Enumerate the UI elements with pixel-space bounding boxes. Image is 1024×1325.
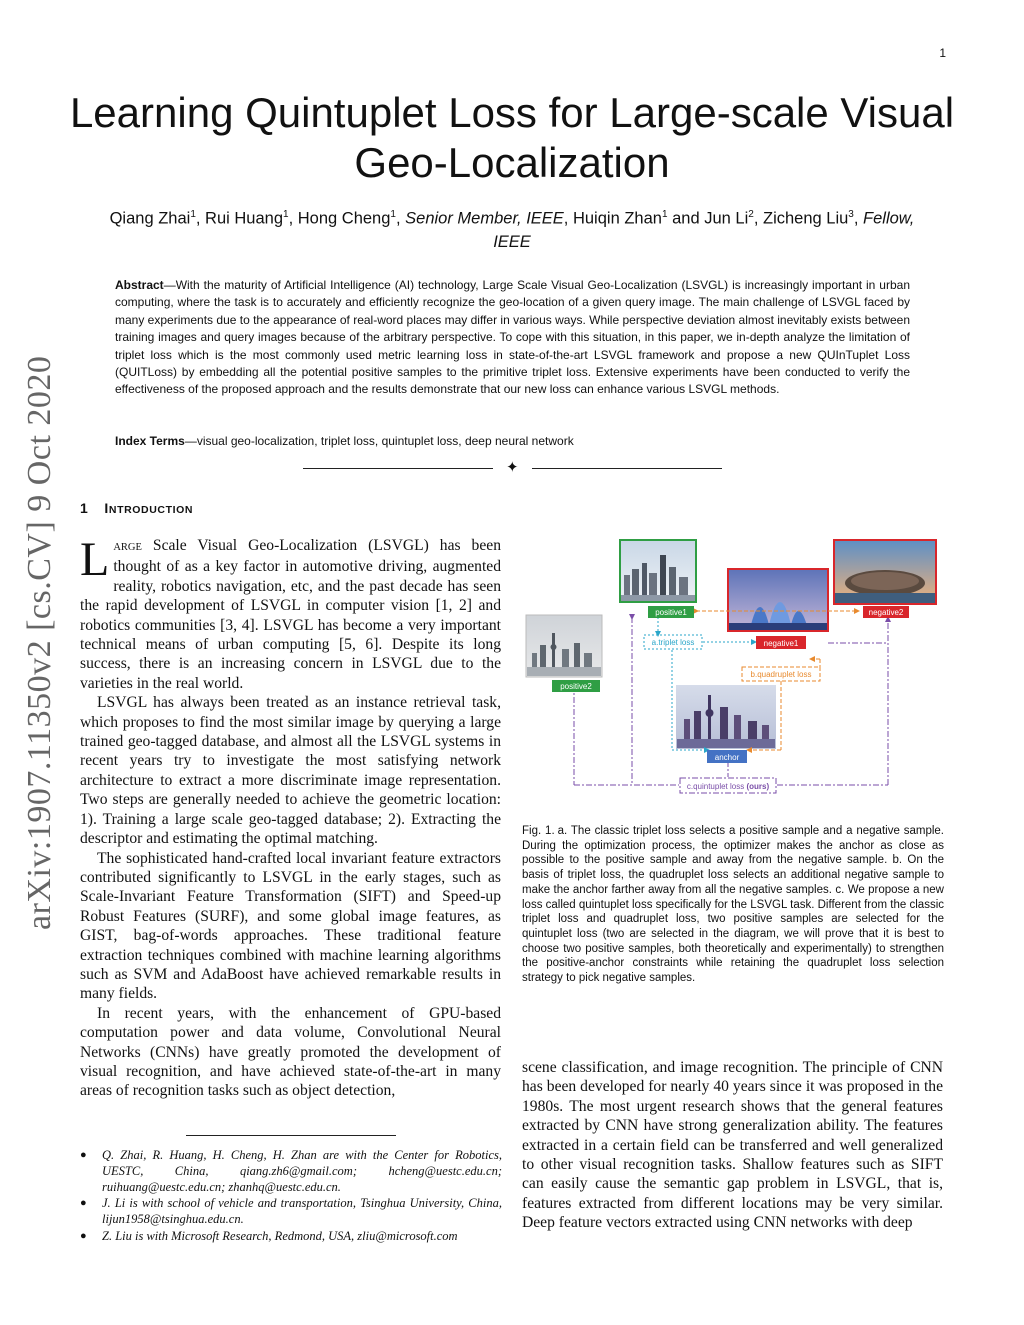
badge-negative1 <box>756 636 806 649</box>
index-terms-text: visual geo-localization, triplet loss, quintuplet loss, deep neural network <box>196 434 574 448</box>
footnotes <box>80 1148 502 1246</box>
author-name: Hong Cheng <box>297 209 391 228</box>
author-affiliation-number: 2 <box>748 209 754 220</box>
quadruplet-loss-label: b.quadruplet loss <box>750 670 812 679</box>
footnote-text: Q. Zhai, R. Huang, H. Cheng, H. Zhan are with the Center for Robotics, UESTC, China, qiang.zh6@gmail.com; hcheng@uestc.edu.cn; ruihuang@uestc.edu.cn; zhanhq@uestc.edu.cn. <box>102 1148 502 1194</box>
index-terms-label: Index Terms <box>115 434 185 448</box>
badge-positive2-label: positive2 <box>560 682 592 691</box>
author-affiliation-number: 1 <box>190 209 196 220</box>
image-negative1 <box>728 569 828 631</box>
image-negative2 <box>834 540 936 604</box>
index-terms: Index Terms—visual geo-localization, triplet loss, quintuplet loss, deep neural network <box>115 434 574 448</box>
footnote-text: Z. Liu is with Microsoft Research, Redmond, USA, zliu@microsoft.com <box>102 1228 458 1243</box>
diamond-icon: ✦ <box>506 460 519 476</box>
figure-label: Fig. 1. <box>522 825 555 837</box>
author-name: Zicheng Liu <box>762 209 849 228</box>
image-positive2 <box>526 615 602 677</box>
image-positive1 <box>620 540 696 602</box>
bullet-icon: ● <box>80 1229 87 1242</box>
figure-1-diagram <box>522 535 944 795</box>
badge-positive2 <box>552 680 600 692</box>
abstract-label: Abstract <box>115 278 164 292</box>
figure-caption-text: a. The classic triplet loss selects a positive sample and a negative sample. During the optimization process, the optimizer makes the anchor as close as possible to the positive sample and away from the negative sample. b. On the basis of triplet loss, the quadruplet loss selects an additional negative sample to make the anchor farther away from all the negative samples. c. We propose a new loss called quintuplet loss specifically for the LSVGL task. Different from the classic triplet loss and quadruplet loss, two positive samples are selected for the quintuplet loss (two are selected in the diagram, we will prove that it is best to choose two positive samples, both theoretically and experimentally) to strengthen the positive-anchor constraints while retaining the quadruplet loss selection strategy to pick negative samples. <box>522 825 944 985</box>
image-anchor <box>676 685 776 749</box>
author-affiliation-number: 3 <box>848 209 854 220</box>
author-membership: Fellow, IEEE <box>493 209 915 251</box>
footnote <box>80 1148 502 1195</box>
section-heading <box>80 500 193 516</box>
author-name: Jun Li <box>704 209 749 228</box>
badge-positive1-label: positive1 <box>655 608 687 617</box>
footnote <box>80 1229 502 1245</box>
divider-line-right <box>532 468 722 469</box>
paragraph-3: The sophisticated hand-crafted local invariant feature extractors contributed significantly to LSVGL in the early stages, such as Scale-Invariant Feature Transformation (SIFT) and Speed-up Robust Features (SURF), and some global image features, as GIST, bag-of-words approaches. These traditional feature extraction techniques combined with machine learning algorithms such as SVM and AdaBoost have achieved remarkable results in many fields. <box>80 849 501 1003</box>
paragraph-1-text: Scale Visual Geo-Localization (LSVGL) has been thought of as a key factor in automotive driving, augmented reality, robotics navigation, etc, and the past decade has seen the rapid development of LSVGL in computer vision [1, 2] and robotics communities [3, 4]. LSVGL has become a very important technical means of urban computing [5, 6]. Despite its long success, there is an increasing concern in LSVGL due to the varieties in the real world. <box>80 537 501 692</box>
badge-anchor-label: anchor <box>714 753 740 762</box>
badge-positive1 <box>648 606 694 618</box>
right-column <box>522 1058 943 1233</box>
badge-negative2 <box>863 606 909 618</box>
author-list: Qiang Zhai$^1$, Rui Huang$^1$, Hong Cheng$^1$, Senior Member, IEEE, Huiqin Zhan$^1$ and Jun Li$^2$, Zicheng Liu$^3$, Fellow, IEEE <box>109 209 915 251</box>
author-affiliation-number: 1 <box>661 209 668 220</box>
badge-anchor <box>707 750 747 763</box>
quintuplet-loss-label <box>687 782 770 791</box>
small-caps-word: ARGE <box>113 542 142 553</box>
drop-cap: L <box>80 533 110 586</box>
section-title-rest: NTRODUCTION <box>108 504 194 516</box>
left-column <box>80 533 501 1101</box>
abstract-text: With the maturity of Artificial Intelligence (AI) technology, Large Scale Visual Geo-Localization (LSVGL) is increasingly important in urban computing, where the task is to accurately and efficiently recognize the geo-location of a given query image. The main challenge of LSVGL faced by many experiments due to the appearance of real-word places may differ in various ways. While perspective deviation almost inevitably exists between training images and query images because of the arbitrary perspective. To cope with this situation, in this paper, we in-depth analyze the limitation of triplet loss which is the most commonly used metric learning loss in state-of-the-art LSVGL framework and propose a new QUInTuplet Loss (QUITLoss) by embedding all the potential positive samples to the primitive triplet loss. Extensive experiments have been conducted to verify the effectiveness of the proposed approach and the results demonstrate that our new loss can enhance various LSVGL methods. <box>115 278 910 397</box>
triplet-loss-label: a.triplet loss <box>651 638 695 647</box>
page-number: 1 <box>939 46 946 60</box>
quintuplet-loss-ours: (ours) <box>746 782 770 791</box>
author-name: Qiang Zhai <box>109 209 191 228</box>
author-affiliation-number: 1 <box>283 209 289 220</box>
footnote-text: J. Li is with school of vehicle and transportation, Tsinghua University, China, lijun1958@tsinghua.edu.cn. <box>102 1196 502 1227</box>
bullet-icon: ● <box>80 1149 87 1161</box>
paper-title: Learning Quintuplet Loss for Large-scale Visual Geo-Localization <box>69 89 955 186</box>
author-membership: Senior Member, IEEE <box>405 209 564 228</box>
divider-line-left <box>303 468 493 469</box>
author-name: Huiqin Zhan <box>572 209 662 228</box>
footnote-rule <box>186 1135 396 1136</box>
badge-negative1-label: negative1 <box>763 639 799 648</box>
paragraph-4: In recent years, with the enhancement of GPU-based computation power and data volume, Convolutional Neural Networks (CNNs) have greatly promoted the development of visual recognition, and have achieved state-of-the-art in many areas of recognition tasks such as object detection, <box>80 1004 501 1100</box>
badge-negative2-label: negative2 <box>868 608 904 617</box>
figure-caption <box>522 824 944 986</box>
abstract: Abstract—With the maturity of Artificial Intelligence (AI) technology, Large Scale Visual Geo-Localization (LSVGL) is increasingly important in urban computing, where the task is to accurately and efficiently recognize the geo-location of a given query image. The main challenge of LSVGL faced by many experiments due to the appearance of real-word places may differ in various ways. While perspective deviation almost inevitably exists between training images and query images because of the arbitrary perspective. To cope with this situation, in this paper, we in-depth analyze the limitation of triplet loss which is the most commonly used metric learning loss in state-of-the-art LSVGL framework and propose a new QUInTuplet Loss (QUITLoss) by embedding all the potential positive samples to the primitive triplet loss. Extensive experiments have been conducted to verify the effectiveness of the proposed approach and the results demonstrate that our new loss can enhance various LSVGL methods. <box>115 278 910 397</box>
author-affiliation-number: 1 <box>390 209 396 220</box>
author-name: Rui Huang <box>205 209 284 228</box>
paragraph-4-continued: scene classification, and image recognition. The principle of CNN has been developed for nearly 40 years since it was proposed in the 1980s. The most urgent research shows that the general features extracted by CNN have strong generalization ability. The features extracted in a certain field can be transferred and well generalized to other visual recognition tasks. Shallow features such as SIFT can easily cause the semantic gap problem in LSVGL, that is, features extracted from different locations may be very similar. Deep feature vectors extracted using CNN networks with deep <box>522 1059 943 1232</box>
paragraph-2: LSVGL has always been treated as an instance retrieval task, which proposes to find the most similar image by querying a large trained geo-tagged database, and almost all the LSVGL systems in recent years try to investigate the most satisfying network architecture to extract a more discriminate image representation. Two steps are generally needed to achieve the geometric location: 1). Training a large scale geo-tagged database; 2). Extracting the descriptor and estimating the optimal matching. <box>80 694 501 848</box>
footnote <box>80 1196 502 1228</box>
arxiv-stamp: arXiv:1907.11350v2 [cs.CV] 9 Oct 2020 <box>21 355 58 930</box>
bullet-icon: ● <box>80 1197 87 1210</box>
quintuplet-loss-text: c.quintuplet loss <box>686 782 747 791</box>
section-number: 1 <box>80 500 89 516</box>
paragraph-1 <box>80 533 501 693</box>
section-title-initial: I <box>104 500 109 516</box>
